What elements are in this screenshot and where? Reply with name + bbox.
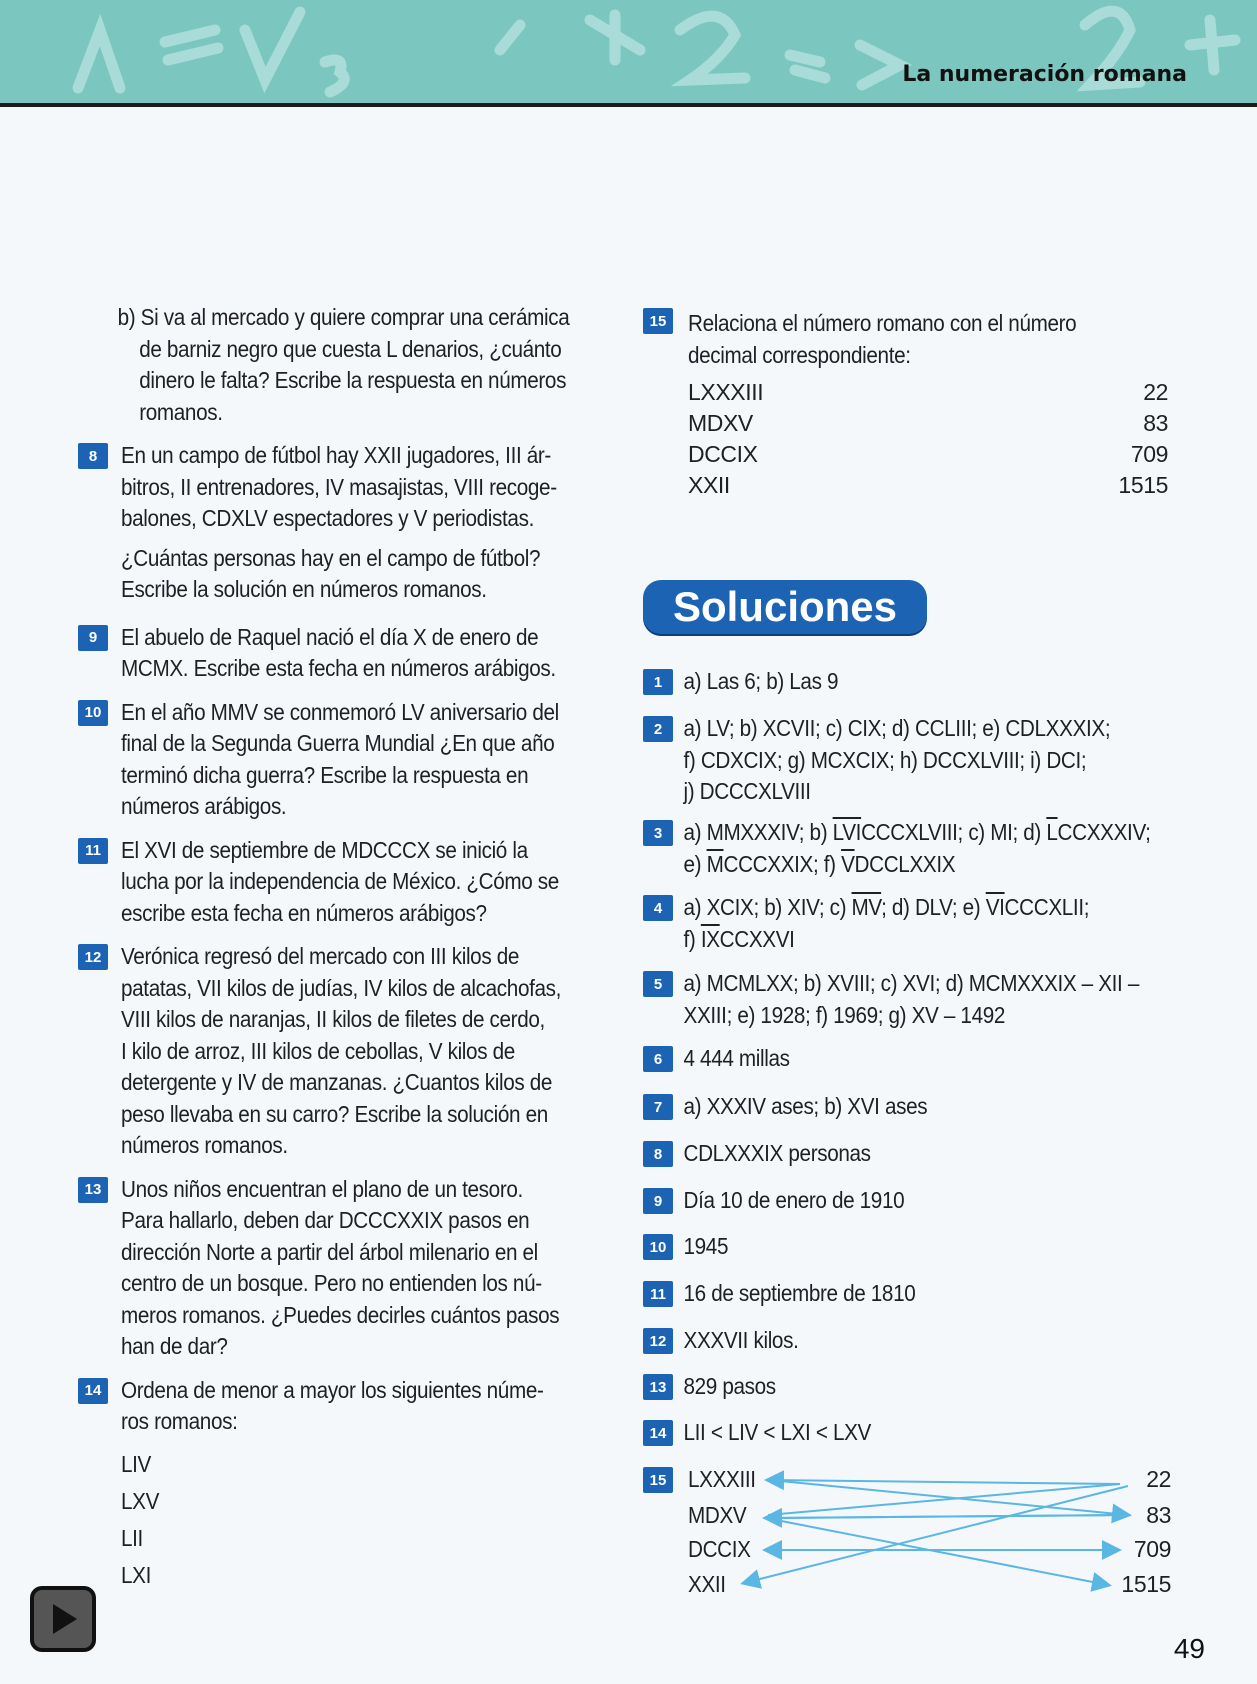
exercise-number-badge: 8 <box>78 443 108 469</box>
solution-text: 4 444 millas <box>683 1045 790 1071</box>
solution-line: XXIII; e) 1928; f) 1969; g) XV – 1492 <box>683 1001 1006 1028</box>
exercise-line: números romanos. <box>121 1132 288 1158</box>
solution-line: e) $\overline{M}CCCXXIX$; f) $\overline{V}DCCLXXIX$ <box>683 850 956 877</box>
decimal-value: 1515 <box>1118 472 1168 498</box>
exercise-line: dinero le falta? Escribe la respuesta en números <box>139 367 567 393</box>
exercise-line: Para hallarlo, deben dar DCCCXXIX pasos en <box>121 1207 530 1233</box>
page-number: 49 <box>1173 1633 1205 1664</box>
exercise-line: patatas, VII kilos de judías, IV kilos de alcachofas, <box>121 974 562 1001</box>
overlined-numeral: $\overline{M}$ <box>706 850 724 877</box>
solution-line: a) XCIX; b) XIV; c) $\overline{MV}$; d) DLV; e) $\overline{VI}CCCXLII$; <box>683 894 1090 920</box>
match-roman: DCCIX <box>688 1536 751 1562</box>
exercise-line: terminó dicha guerra? Escribe la respuesta en <box>121 761 529 788</box>
exercise-number-badge: 13 <box>78 1177 108 1203</box>
exercise-number-badge: 14 <box>78 1378 108 1404</box>
decimal-value: 709 <box>1130 441 1168 467</box>
solution-number-badge: 11 <box>643 1281 673 1307</box>
roman-value: DCCIX <box>688 441 758 467</box>
exercise-line: En el año MMV se conmemoró LV aniversario del <box>121 698 559 725</box>
exercise-line: decimal correspondiente: <box>688 341 911 368</box>
play-button[interactable] <box>30 1586 96 1652</box>
exercise-line: detergente y IV de manzanas. ¿Cuantos kilos de <box>121 1069 553 1095</box>
overlined-numeral: $\overline{VI}$ <box>985 894 1005 920</box>
solution-text: Día 10 de enero de 1910 <box>683 1187 905 1213</box>
arrow-mdxv-1515 <box>766 1518 1108 1585</box>
roman-value: MDXV <box>688 410 753 436</box>
solution-text: 16 de septiembre de 1810 <box>683 1280 916 1306</box>
exercise-number-badge: 12 <box>78 944 108 970</box>
arrow-22-to-xxii-label <box>768 1480 1120 1484</box>
overlined-numeral: $\overline{MV}$ <box>851 894 882 920</box>
match-decimal: 83 <box>1146 1502 1171 1528</box>
solution-number-badge: 10 <box>643 1234 673 1260</box>
roman-value: LXXXIII <box>688 379 764 405</box>
solution-line: f) $\overline{IX}CCXXVI$ <box>683 925 795 952</box>
overlined-numeral: $\overline{V}$ <box>841 850 855 877</box>
roman-item: LXV <box>121 1487 160 1514</box>
solution-number-badge: 3 <box>643 820 673 846</box>
solution-number-badge: 13 <box>643 1374 673 1400</box>
exercise-number-badge: 9 <box>78 625 108 651</box>
solution-text: 829 pasos <box>683 1373 776 1399</box>
arrow-line <box>768 1484 1120 1515</box>
decimal-value: 22 <box>1143 379 1168 405</box>
roman-item: LIV <box>121 1450 151 1477</box>
solution-number-badge: 4 <box>643 895 673 921</box>
exercise-line: El abuelo de Raquel nació el día X de enero de <box>121 623 539 650</box>
exercise-line: Escribe la solución en números romanos. <box>121 576 487 602</box>
match-roman: XXII <box>688 1571 726 1597</box>
solution-number-badge: 8 <box>643 1141 673 1167</box>
overlined-numeral: $\overline{IX}$ <box>700 925 720 952</box>
exercise-line: han de dar? <box>121 1333 228 1359</box>
exercise-line: Relaciona el número romano con el número <box>688 310 1077 336</box>
solution-number-badge: 5 <box>643 971 673 997</box>
solution-number-badge: 12 <box>643 1328 673 1354</box>
chapter-title: La numeración romana <box>902 62 1187 87</box>
exercise-line: escribe esta fecha en números arábigos? <box>121 899 487 926</box>
solution-number-badge: 15 <box>643 1467 673 1493</box>
exercise-line: lucha por la independencia de México. ¿Cómo se <box>121 868 559 894</box>
roman-item: LXI <box>121 1561 151 1588</box>
exercise-line: El XVI de septiembre de MDCCCX se inició la <box>121 836 528 863</box>
solution-number-badge: 1 <box>643 669 673 695</box>
solution-line: a) MCMLXX; b) XVIII; c) XVI; d) MCMXXXIX – XII – <box>683 970 1139 996</box>
solution-line: f) CDXCIX; g) MCXCIX; h) DCCXLVIII; i) DCI; <box>683 746 1087 773</box>
solution-number-badge: 2 <box>643 716 673 742</box>
match-roman: LXXXIII <box>688 1466 756 1492</box>
solution-text: XXXVII kilos. <box>683 1327 799 1353</box>
decimal-value: 83 <box>1143 410 1168 436</box>
solutions-banner: Soluciones <box>643 580 927 634</box>
exercise-line: meros romanos. ¿Puedes decirles cuántos pasos <box>121 1301 560 1328</box>
solution-text: LII < LIV < LXI < LXV <box>683 1419 871 1445</box>
solution-text: a) XXXIV ases; b) XVI ases <box>683 1093 928 1119</box>
solution-number-badge: 14 <box>643 1420 673 1446</box>
exercise-line: Unos niños encuentran el plano de un tesoro. <box>121 1175 523 1202</box>
exercise-line: MCMX. Escribe esta fecha en números arábigos. <box>121 655 556 681</box>
match-decimal: 22 <box>1146 1466 1171 1492</box>
match-roman: MDXV <box>688 1502 747 1528</box>
solution-line: j) DCCCXLVIII <box>683 778 811 804</box>
exercise-number-badge: 10 <box>78 700 108 726</box>
exercise-line: b) Si va al mercado y quiere comprar una cerámica <box>117 304 570 330</box>
match-decimal: 1515 <box>1121 1571 1171 1597</box>
exercise-line: romanos. <box>139 398 223 425</box>
overlined-numeral: $\overline{L}$ <box>1046 819 1058 845</box>
overlined-numeral: $\overline{LVI}$ <box>832 819 862 845</box>
roman-value: XXII <box>688 472 730 498</box>
solution-text: CDLXXXIX personas <box>683 1140 871 1166</box>
exercise-line: ros romanos: <box>121 1408 238 1434</box>
exercise-line: Ordena de menor a mayor los siguientes núme- <box>121 1376 544 1403</box>
exercise-line: balones, CDXLV espectadores y V periodistas. <box>121 505 534 531</box>
solution-number-badge: 6 <box>643 1046 673 1072</box>
exercise-line: En un campo de fútbol hay XXII jugadores, III ár- <box>121 442 551 468</box>
exercise-line: final de la Segunda Guerra Mundial ¿En que año <box>121 730 555 756</box>
solution-line: a) MMXXXIV; b) $\overline{LVI}CCCXLVIII$; c) MI; d) $\overline{L}CCXXXIV$; <box>683 819 1151 845</box>
exercise-line: de barniz negro que cuesta L denarios, ¿cuánto <box>139 335 562 362</box>
exercise-line: peso llevaba en su carro? Escribe la solución en <box>121 1100 548 1127</box>
play-icon <box>43 1599 83 1639</box>
solution-text: 1945 <box>683 1233 729 1259</box>
exercise-number-badge: 15 <box>643 308 673 334</box>
solution-text: a) Las 6; b) Las 9 <box>683 668 839 694</box>
exercise-line: números arábigos. <box>121 793 287 819</box>
exercise-line: centro de un bosque. Pero no entienden los nú- <box>121 1270 542 1296</box>
exercise-line: I kilo de arroz, III kilos de cebollas, V kilos de <box>121 1037 515 1064</box>
roman-item: LII <box>121 1524 143 1551</box>
exercise-line: Verónica regresó del mercado con III kilos de <box>121 943 520 969</box>
solution-number-badge: 9 <box>643 1188 673 1214</box>
match-decimal: 709 <box>1133 1536 1171 1562</box>
solution-number-badge: 7 <box>643 1094 673 1120</box>
exercise-line: dirección Norte a partir del árbol milenario en el <box>121 1238 538 1265</box>
exercise-line: VIII kilos de naranjas, II kilos de filetes de cerdo, <box>121 1006 545 1032</box>
exercise-line: bitros, II entrenadores, IV masajistas, VIII recoge- <box>121 473 557 500</box>
exercise-number-badge: 11 <box>78 838 108 864</box>
exercise-line: ¿Cuántas personas hay en el campo de fútbol? <box>121 544 541 571</box>
solution-line: a) LV; b) XCVII; c) CIX; d) CCLIII; e) CDLXXXIX; <box>683 715 1111 741</box>
